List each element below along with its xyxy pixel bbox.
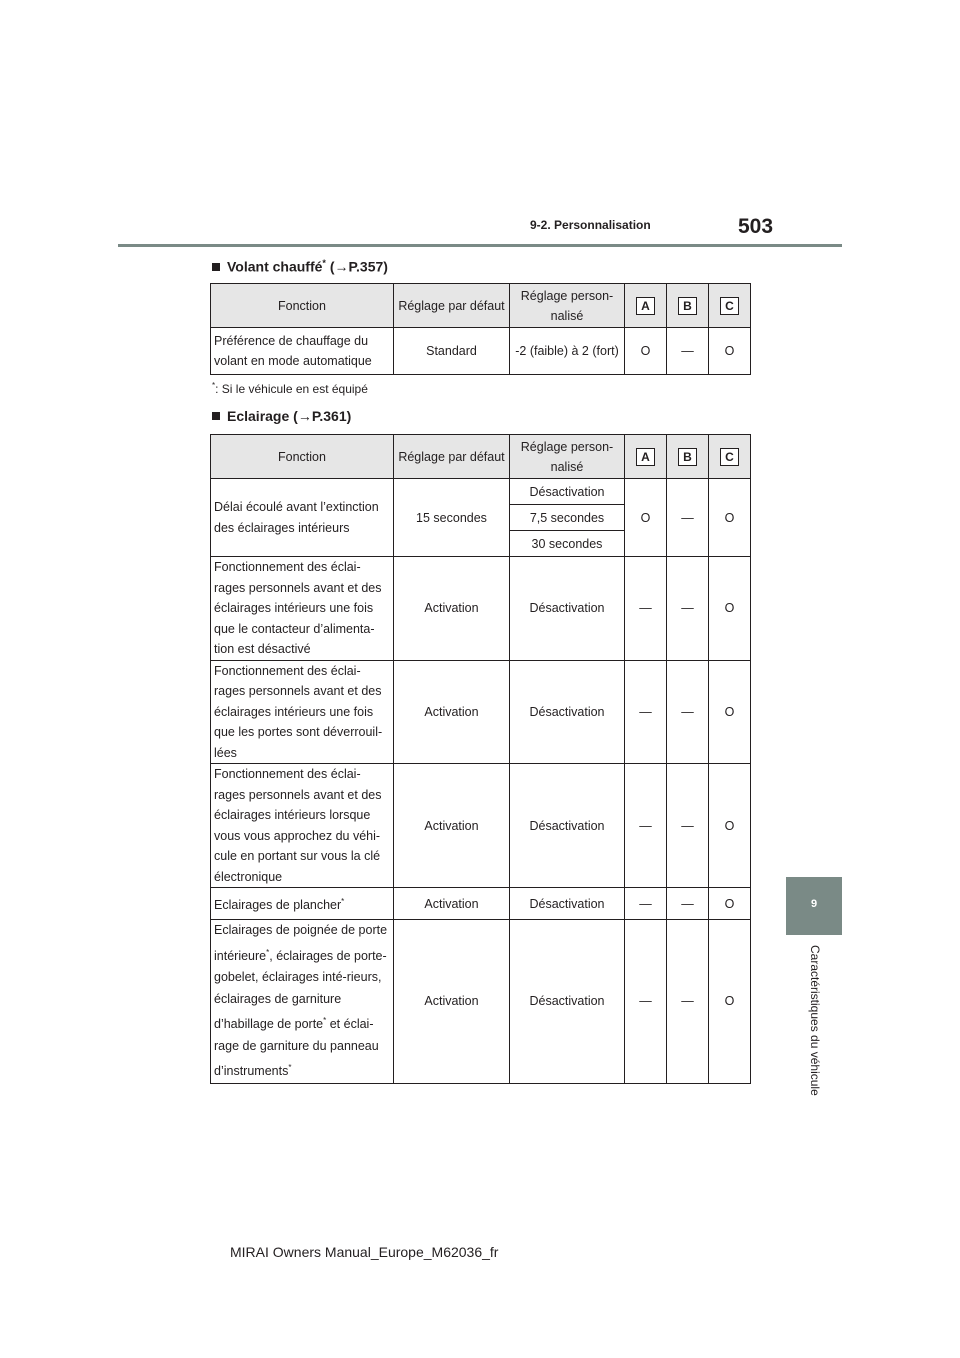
- table-row: [211, 557, 751, 661]
- footnote: [212, 381, 368, 396]
- chapter-number: 9: [810, 898, 818, 910]
- footnote-text: : Si le véhicule en est équipé: [215, 382, 368, 396]
- asterisk-mark: *: [323, 1016, 327, 1026]
- function-text: , éclairages de porte-gobelet, éclairages inté-rieurs, éclairages de garniture d’habillage de porte: [214, 948, 387, 1032]
- section-heading-volant: [212, 258, 388, 275]
- function-cell: Délai écoulé avant l’extinction des éclairages intérieurs: [211, 479, 394, 557]
- section-title: 9-2. Personnalisation: [530, 218, 651, 232]
- custom-option-cell: 30 secondes: [510, 531, 625, 557]
- c-cell: O: [709, 764, 751, 888]
- column-header-b: [667, 284, 709, 328]
- asterisk-mark: *: [341, 896, 345, 906]
- asterisk-mark: *: [322, 258, 326, 268]
- page-reference-link[interactable]: (→P.361): [293, 408, 352, 424]
- heading-text: Eclairage: [227, 408, 290, 424]
- c-cell: O: [709, 557, 751, 661]
- header-divider: [118, 244, 842, 247]
- function-cell: [211, 920, 394, 1084]
- c-cell: O: [709, 920, 751, 1084]
- b-cell: —: [667, 920, 709, 1084]
- asterisk-mark: *: [288, 1063, 292, 1073]
- c-cell: O: [709, 479, 751, 557]
- table-row: [211, 660, 751, 764]
- a-cell: —: [625, 920, 667, 1084]
- default-cell: Activation: [394, 660, 510, 764]
- asterisk-mark: *: [212, 381, 216, 390]
- a-cell: O: [625, 479, 667, 557]
- square-bullet-icon: [212, 412, 220, 420]
- function-cell: Préférence de chauffage du volant en mode automatique: [211, 328, 394, 375]
- function-text: Eclairages de poignée de porte intérieure: [214, 923, 388, 963]
- a-cell: —: [625, 660, 667, 764]
- custom-option-cell: 7,5 secondes: [510, 505, 625, 531]
- table-header-row: [211, 435, 751, 479]
- default-cell: Activation: [394, 920, 510, 1084]
- table-header-row: [211, 284, 751, 328]
- b-cell: —: [667, 328, 709, 375]
- b-cell: —: [667, 764, 709, 888]
- custom-cell: Désactivation: [510, 764, 625, 888]
- table-row: [211, 920, 751, 1084]
- c-cell: O: [709, 660, 751, 764]
- function-cell: Fonctionnement des éclai-rages personnels avant et des éclairages intérieurs lorsque vous vous approchez du véhi-cule en portant sur vous la clé électronique: [211, 764, 394, 888]
- c-cell: O: [709, 888, 751, 920]
- chapter-title: Caractéristiques du véhicule: [808, 945, 822, 1096]
- a-cell: O: [625, 328, 667, 375]
- default-cell: Activation: [394, 557, 510, 661]
- asterisk-mark: *: [266, 947, 270, 957]
- column-header-b: [667, 435, 709, 479]
- label-a-icon: A: [636, 297, 655, 315]
- default-cell: 15 secondes: [394, 479, 510, 557]
- custom-cell: -2 (faible) à 2 (fort): [510, 328, 625, 375]
- column-header-custom: Réglage person-nalisé: [510, 284, 625, 328]
- b-cell: —: [667, 479, 709, 557]
- section-heading-eclairage: [212, 408, 351, 424]
- function-cell: [211, 888, 394, 920]
- b-cell: —: [667, 888, 709, 920]
- function-cell: Fonctionnement des éclai-rages personnels avant et des éclairages intérieurs une fois que le contacteur d’alimenta-tion est désactivé: [211, 557, 394, 661]
- label-a-icon: A: [636, 448, 655, 466]
- column-header-c: [709, 435, 751, 479]
- b-cell: —: [667, 660, 709, 764]
- a-cell: —: [625, 557, 667, 661]
- label-c-icon: C: [720, 448, 739, 466]
- column-header-c: [709, 284, 751, 328]
- default-cell: Standard: [394, 328, 510, 375]
- eclairage-settings-table: [210, 434, 751, 1084]
- function-text: Eclairages de plancher: [214, 897, 342, 912]
- c-cell: O: [709, 328, 751, 375]
- page-number: 503: [738, 215, 774, 238]
- footer-title: MIRAI Owners Manual_Europe_M62036_fr: [230, 1244, 499, 1260]
- label-b-icon: B: [678, 448, 697, 466]
- custom-option-cell: Désactivation: [510, 479, 625, 505]
- a-cell: —: [625, 764, 667, 888]
- page-reference-link[interactable]: (→P.357): [329, 258, 388, 275]
- custom-cell: Désactivation: [510, 920, 625, 1084]
- function-text: et éclai-rage de garniture du panneau d’instruments: [214, 1017, 379, 1079]
- table-row: [211, 328, 751, 375]
- label-b-icon: B: [678, 297, 697, 315]
- b-cell: —: [667, 557, 709, 661]
- column-header-a: [625, 284, 667, 328]
- column-header-function: Fonction: [211, 284, 394, 328]
- square-bullet-icon: [212, 263, 220, 271]
- custom-cell: Désactivation: [510, 557, 625, 661]
- table-row: [211, 479, 751, 505]
- default-cell: Activation: [394, 764, 510, 888]
- column-header-custom: Réglage person-nalisé: [510, 435, 625, 479]
- function-cell: Fonctionnement des éclai-rages personnels avant et des éclairages intérieurs une fois que les portes sont déverrouil-lées: [211, 660, 394, 764]
- default-cell: Activation: [394, 888, 510, 920]
- heading-text: Volant chauffé: [227, 258, 323, 275]
- column-header-default: Réglage par défaut: [394, 284, 510, 328]
- custom-cell: Désactivation: [510, 888, 625, 920]
- table-row: [211, 888, 751, 920]
- a-cell: —: [625, 888, 667, 920]
- column-header-default: Réglage par défaut: [394, 435, 510, 479]
- custom-cell: Désactivation: [510, 660, 625, 764]
- volant-settings-table: [210, 283, 751, 375]
- table-row: [211, 764, 751, 888]
- label-c-icon: C: [720, 297, 739, 315]
- column-header-function: Fonction: [211, 435, 394, 479]
- column-header-a: [625, 435, 667, 479]
